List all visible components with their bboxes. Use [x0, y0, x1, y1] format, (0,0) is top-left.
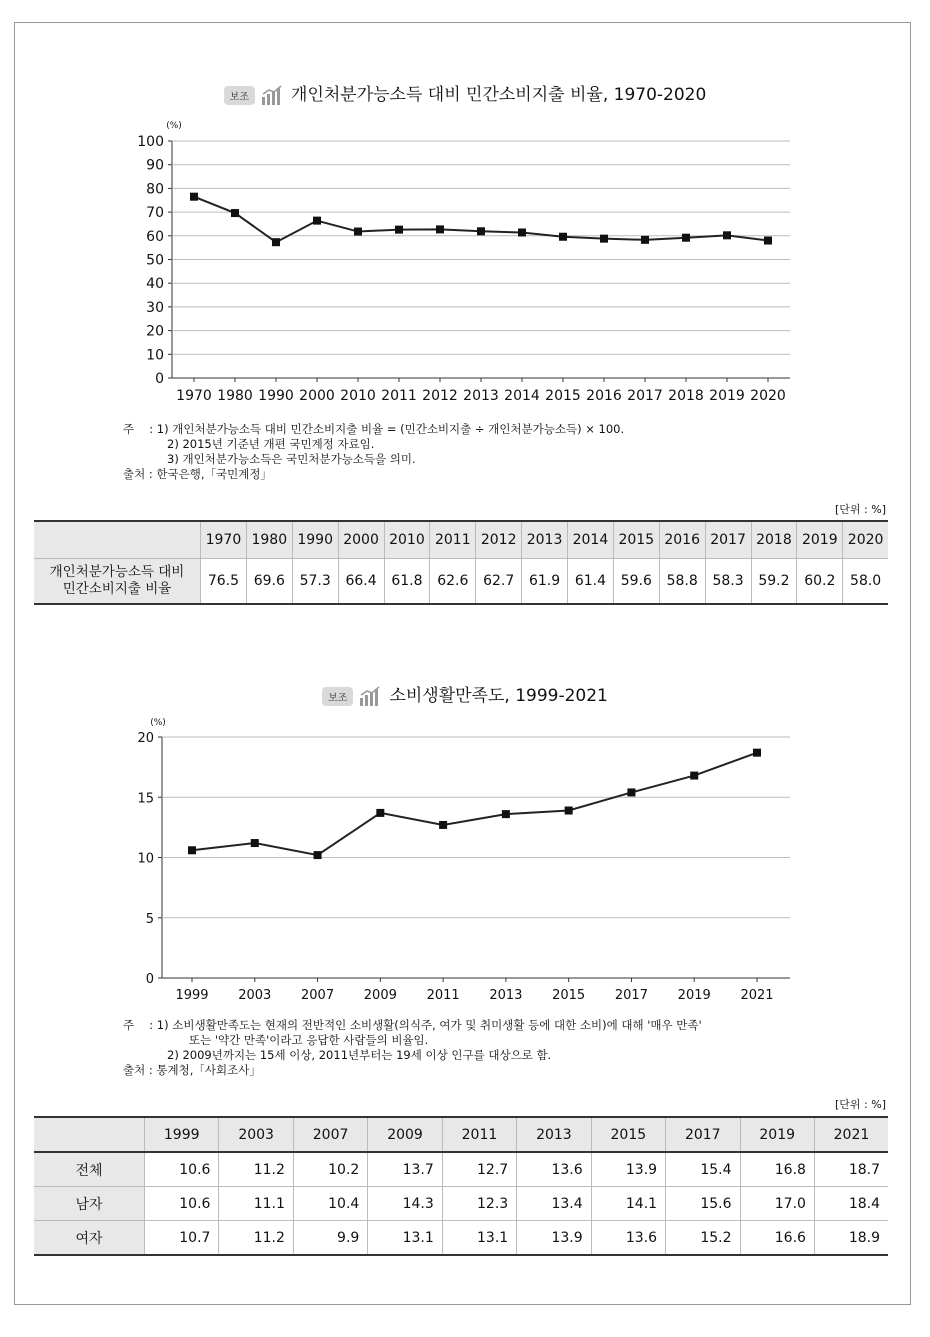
table-row [34, 1152, 888, 1187]
table2-year-header: 1999 [145, 1117, 219, 1152]
table2-cell: 16.8 [740, 1152, 814, 1187]
x-tick-label: 2012 [422, 388, 458, 404]
note1-source: 출처 : 한국은행,「국민계정」 [123, 467, 272, 481]
chart1-title: 개인처분가능소득 대비 민간소비지출 비율, 1970-2020 [291, 85, 707, 105]
table1-cell: 57.3 [292, 559, 338, 605]
table2-cell: 10.6 [145, 1187, 219, 1221]
x-tick-label: 2013 [489, 988, 523, 1003]
y-tick-label: 60 [146, 228, 164, 245]
table2-cell: 9.9 [293, 1221, 367, 1256]
table1-cell: 76.5 [201, 559, 247, 605]
chart2-badge: 보조 [322, 687, 353, 706]
chart2-title: 소비생활만족도, 1999-2021 [389, 686, 608, 706]
table2-cell: 11.2 [219, 1152, 293, 1187]
table1-year-header: 1970 [201, 521, 247, 559]
y-tick-label: 0 [155, 371, 164, 387]
table2-year-header: 2017 [666, 1117, 740, 1152]
table1-cell: 69.6 [246, 559, 292, 605]
data-point [753, 749, 761, 757]
x-tick-label: 2019 [709, 388, 745, 404]
table2 [34, 1116, 888, 1256]
table1-year-header: 2012 [476, 521, 522, 559]
table1-year-header: 2020 [843, 521, 888, 559]
note2-source: 출처 : 통계청,「사회조사」 [123, 1063, 261, 1077]
x-tick-label: 2018 [668, 388, 704, 404]
table2-cell: 18.9 [814, 1221, 888, 1256]
x-tick-label: 2019 [677, 988, 711, 1003]
table1-unit: [단위 : %] [835, 503, 886, 516]
table1-year-header: 2014 [568, 521, 614, 559]
y-tick-label: 80 [146, 181, 164, 198]
table2-cell: 14.3 [368, 1187, 442, 1221]
y-tick-label: 40 [146, 276, 164, 293]
table2-cell: 12.3 [442, 1187, 516, 1221]
table1-cell: 62.6 [430, 559, 476, 605]
table2-corner [34, 1117, 145, 1152]
table2-cell: 13.9 [517, 1221, 591, 1256]
x-tick-label: 2013 [463, 388, 499, 404]
x-tick-label: 1970 [176, 388, 212, 404]
table1-cell: 60.2 [797, 559, 843, 605]
table1-cell: 66.4 [338, 559, 384, 605]
x-tick-label: 2007 [301, 988, 335, 1003]
table2-cell: 13.6 [517, 1152, 591, 1187]
data-point [439, 821, 447, 829]
table2-cell: 13.4 [517, 1187, 591, 1221]
data-point [314, 851, 322, 859]
table2-row-label: 여자 [34, 1221, 145, 1256]
chart1-badge: 보조 [224, 86, 255, 105]
table2-cell: 10.4 [293, 1187, 367, 1221]
y-tick-label: 0 [145, 972, 154, 987]
x-tick-label: 2015 [552, 988, 586, 1003]
table1-year-header: 2017 [705, 521, 751, 559]
x-tick-label: 2021 [740, 988, 774, 1003]
y-tick-label: 100 [137, 134, 164, 150]
y-tick-label: 90 [146, 157, 164, 174]
table2-year-header: 2013 [517, 1117, 591, 1152]
x-tick-label: 2020 [750, 388, 786, 404]
table-row [34, 1221, 888, 1256]
note2-line3: 2) 2009년까지는 15세 이상, 2011년부터는 19세 이상 인구를 대상으로 함. [167, 1048, 552, 1062]
table1-cell: 59.2 [751, 559, 797, 605]
note2-line2: 또는 '약간 만족'이라고 응답한 사람들의 비율임. [189, 1033, 429, 1047]
y-tick-label: 10 [146, 347, 164, 364]
table1-year-header: 2019 [797, 521, 843, 559]
data-point [565, 807, 573, 815]
table1-year-header: 2000 [338, 521, 384, 559]
table1-cell: 58.8 [659, 559, 705, 605]
table1-cell: 61.9 [522, 559, 568, 605]
table2-unit: [단위 : %] [835, 1098, 886, 1111]
table2-year-header: 2015 [591, 1117, 665, 1152]
table2-year-header: 2019 [740, 1117, 814, 1152]
table1-year-header: 2010 [384, 521, 430, 559]
table2-cell: 14.1 [591, 1187, 665, 1221]
table1-cell: 59.6 [613, 559, 659, 605]
table2-cell: 15.4 [666, 1152, 740, 1187]
data-point [627, 788, 635, 796]
y-tick-label: 50 [146, 252, 164, 269]
table2-row-label: 전체 [34, 1152, 145, 1187]
table2-year-header: 2011 [442, 1117, 516, 1152]
table1-cell: 61.4 [568, 559, 614, 605]
note1-line1: 주 : 1) 개인처분가능소득 대비 민간소비지출 비율 = (민간소비지출 ÷ 개인처분가능소득) × 100. [123, 422, 625, 436]
table1-year-header: 2013 [522, 521, 568, 559]
table2-cell: 18.4 [814, 1187, 888, 1221]
table2-row-label: 남자 [34, 1187, 145, 1221]
table2-cell: 17.0 [740, 1187, 814, 1221]
data-point [502, 810, 510, 818]
table2-cell: 10.7 [145, 1221, 219, 1256]
x-tick-label: 2011 [381, 388, 417, 404]
table2-cell: 13.9 [591, 1152, 665, 1187]
x-tick-label: 2009 [363, 988, 397, 1003]
table2-cell: 15.6 [666, 1187, 740, 1221]
x-tick-label: 1990 [258, 388, 294, 404]
table2-cell: 10.6 [145, 1152, 219, 1187]
y-tick-label: 15 [137, 791, 154, 807]
y-axis-unit: (%) [166, 121, 182, 131]
table1-year-header: 1990 [292, 521, 338, 559]
x-tick-label: 2017 [614, 988, 648, 1003]
y-tick-label: 20 [137, 731, 154, 746]
table2-cell: 15.2 [666, 1221, 740, 1256]
table1-year-header: 2015 [613, 521, 659, 559]
y-tick-label: 30 [146, 299, 164, 316]
table1-row-label-line2: 민간소비지출 비율 [62, 581, 172, 597]
x-tick-label: 2017 [627, 388, 663, 404]
x-tick-label: 2014 [504, 388, 540, 404]
table-row [34, 1187, 888, 1221]
table2-year-header: 2009 [368, 1117, 442, 1152]
table2-year-header: 2003 [219, 1117, 293, 1152]
table2-cell: 10.2 [293, 1152, 367, 1187]
data-point [690, 772, 698, 780]
table1-year-header: 2018 [751, 521, 797, 559]
y-tick-label: 10 [137, 851, 154, 867]
table2-year-header: 2021 [814, 1117, 888, 1152]
y-tick-label: 5 [145, 911, 154, 927]
table1-cell: 58.0 [843, 559, 888, 605]
data-point [188, 846, 196, 854]
table2-cell: 11.1 [219, 1187, 293, 1221]
table2-cell: 12.7 [442, 1152, 516, 1187]
table1-year-header: 1980 [246, 521, 292, 559]
table2-cell: 11.2 [219, 1221, 293, 1256]
x-tick-label: 2000 [299, 388, 335, 404]
table1-cell: 61.8 [384, 559, 430, 605]
table2-cell: 18.7 [814, 1152, 888, 1187]
data-point [251, 839, 259, 847]
table2-cell: 13.6 [591, 1221, 665, 1256]
x-tick-label: 2015 [545, 388, 581, 404]
x-tick-label: 2003 [238, 988, 272, 1003]
table1-year-header: 2011 [430, 521, 476, 559]
y-tick-label: 70 [146, 205, 164, 222]
y-axis-unit: (%) [150, 718, 166, 728]
table2-cell: 13.1 [368, 1221, 442, 1256]
note2-line1: 주 : 1) 소비생활만족도는 현재의 전반적인 소비생활(의식주, 여가 및 취미생활 등에 대한 소비)에 대해 '매우 만족' [123, 1018, 702, 1032]
table1-cell: 58.3 [705, 559, 751, 605]
series-line [192, 753, 757, 855]
table2-cell: 13.7 [368, 1152, 442, 1187]
table1-cell: 62.7 [476, 559, 522, 605]
chart2-notes [123, 1018, 702, 1078]
data-point [376, 809, 384, 817]
table2-cell: 13.1 [442, 1221, 516, 1256]
table2-cell: 16.6 [740, 1221, 814, 1256]
table1-year-header: 2016 [659, 521, 705, 559]
x-tick-label: 1999 [175, 988, 209, 1003]
note1-line3: 3) 개인처분가능소득은 국민처분가능소득을 의미. [167, 452, 416, 466]
y-tick-label: 20 [146, 323, 164, 340]
x-tick-label: 2010 [340, 388, 376, 404]
table2-year-header: 2007 [293, 1117, 367, 1152]
x-tick-label: 2011 [426, 988, 460, 1003]
x-tick-label: 2016 [586, 388, 622, 404]
table1-row-label-line1: 개인처분가능소득 대비 [49, 564, 185, 580]
note1-line2: 2) 2015년 기준년 개편 국민계정 자료임. [167, 437, 375, 451]
x-tick-label: 1980 [217, 388, 253, 404]
